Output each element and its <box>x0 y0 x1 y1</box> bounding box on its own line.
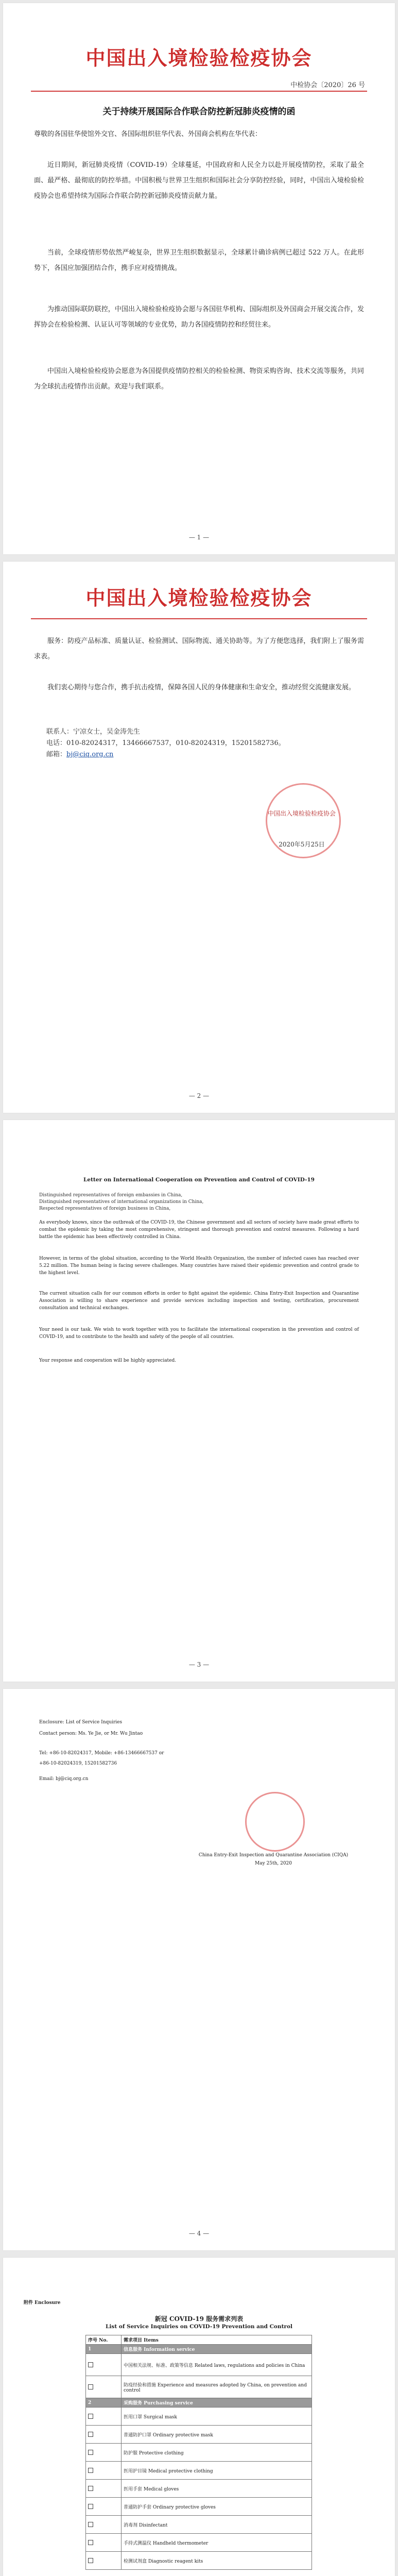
letter-paragraph: 我们衷心期待与您合作，携手抗击疫情，保障各国人民的身体健康和生命安全，推动经贸交流健康发展。 <box>47 684 356 691</box>
letter-paragraph: 服务：防疫产品标准、质量认证、检验测试、国际物流、通关协助等。为了方便您选择，我们附上了服务需求表。 <box>34 637 364 660</box>
recipient-line: Distinguished representatives of international organizations in China, <box>39 1199 204 1205</box>
email-value[interactable]: bj@ciq.org.cn <box>66 751 114 758</box>
section-title: 信息服务 Information service <box>122 2345 312 2354</box>
document-page-5 <box>3 2258 395 2576</box>
english-closing: Your response and cooperation will be highly appreciated. <box>39 1358 177 1363</box>
table-row: 防疫经验和措施 Experience and measures adopted by China, on prevention and control <box>122 2376 312 2398</box>
checkbox-icon[interactable] <box>88 2414 93 2419</box>
english-paragraph: However, in terms of the global situation, according to the World Health Organization, the number of infected cases has reached over 5.22 million. The human being is facing severe challenges. Many countries have raised their epidemic prevention and control grade to the highest level. <box>39 1256 359 1276</box>
table-row: 普通防护手套 Ordinary protective gloves <box>122 2498 312 2516</box>
letter-paragraph: 近日期间，新冠肺炎疫情（COVID-19）全球蔓延，中国政府和人民全力以赴开展疫情防控，采取了最全面、最严格、最彻底的防控举措。中国积极与世界卫生组织和国际社会分享防控经验，同时，中国出入境检验检疫协会也希望持续为国际合作联合防控新冠肺炎疫情贡献力量。 <box>34 161 364 200</box>
row-checkbox[interactable] <box>86 2426 122 2444</box>
letter-title: 关于持续开展国际合作联合防控新冠肺炎疫情的函 <box>102 107 296 117</box>
page-number: — 1 — <box>188 534 210 541</box>
row-checkbox[interactable] <box>86 2376 122 2398</box>
checkbox-icon[interactable] <box>88 2362 93 2367</box>
tel-label: 电话： <box>46 739 67 747</box>
document-page-4 <box>3 1689 395 2250</box>
section-title: 采购服务 Purchasing service <box>122 2398 312 2408</box>
signature-date: May 25th, 2020 <box>254 1861 292 1866</box>
table-title-en: List of Service Inquiries on COVID-19 Prevention and Control <box>106 2324 292 2330</box>
checkbox-icon[interactable] <box>88 2384 93 2389</box>
checkbox-icon[interactable] <box>88 2468 93 2473</box>
row-checkbox[interactable] <box>86 2480 122 2498</box>
english-paragraph: As everybody knows, since the outbreak of the COVID-19, the Chinese government and all sectors of society have made great efforts to combat the epidemic by taking the most comprehensive, stringent and thorough prevention and control measures. Following a hard battle the epidemic has been effectively controlled in China. <box>39 1220 359 1240</box>
table-row: 普通防护口罩 Ordinary protective mask <box>122 2426 312 2444</box>
table-row: 医用护目镜 Medical protective clothing <box>122 2462 312 2480</box>
row-checkbox[interactable] <box>86 2444 122 2462</box>
recipient-line: Distinguished representatives of foreign embassies in China, <box>39 1193 183 1198</box>
checkbox-icon[interactable] <box>88 2522 93 2527</box>
tel-line-2: +86-10-82024319, 15201582736 <box>39 1761 117 1766</box>
recipient-line: Respected representatives of foreign business in China, <box>39 1206 171 1211</box>
table-row: 医用口罩 Surgical mask <box>122 2408 312 2426</box>
checkbox-icon[interactable] <box>88 2558 93 2563</box>
contact-names: 宁凉女士，吴金涛先生 <box>73 728 141 736</box>
checkbox-icon[interactable] <box>88 2486 93 2491</box>
document-page-3 <box>3 1120 395 1682</box>
section-number: 1 <box>86 2345 122 2354</box>
letter-date: 2020年5月25日 <box>279 841 325 848</box>
checkbox-icon[interactable] <box>88 2504 93 2509</box>
enclosure-line: Enclosure: List of Service Inquiries <box>39 1720 123 1725</box>
document-page-1 <box>3 3 395 554</box>
row-checkbox[interactable] <box>86 2498 122 2516</box>
email-label: 邮箱： <box>46 751 67 758</box>
letter-salutation: 尊敬的各国驻华使馆外交官、各国际组织驻华代表、外国商会机构在华代表： <box>34 130 262 138</box>
table-header: 需求项目 Items <box>122 2335 312 2345</box>
table-header: 序号 No. <box>86 2335 122 2345</box>
checkbox-icon[interactable] <box>88 2432 93 2437</box>
org-signature: China Entry-Exit Inspection and Quarantine Association (CIQA) <box>198 1853 349 1858</box>
row-checkbox[interactable] <box>86 2534 122 2552</box>
service-inquiry-table <box>85 2335 312 2570</box>
row-checkbox[interactable] <box>86 2408 122 2426</box>
tel-line: Tel: +86-10-82024317, Mobile: +86-13466667537 or <box>39 1751 164 1756</box>
seal-org-name: 中国出入境检验检疫协会 <box>267 810 336 817</box>
document-page-2 <box>3 562 395 1113</box>
page-number: — 3 — <box>188 1661 210 1668</box>
row-checkbox[interactable] <box>86 2516 122 2534</box>
official-seal-icon <box>245 1792 305 1852</box>
row-checkbox[interactable] <box>86 2552 122 2570</box>
table-row: 中国相关法规、标准、政策等信息 Related laws, regulations and policies in China <box>122 2354 312 2376</box>
tel-values: 010-82024317，13466667537，010-82024319，15201582736。 <box>66 739 285 747</box>
english-letter-title: Letter on International Cooperation on Prevention and Control of COVID-19 <box>83 1177 315 1183</box>
contact-label: 联系人： <box>46 728 74 736</box>
table-row: 防护服 Protective clothing <box>122 2444 312 2462</box>
email-line: Email: bj@ciq.org.cn <box>39 1776 89 1782</box>
enclosure-label: 附件 Enclosure <box>24 2300 61 2306</box>
contact-person-line: Contact person: Ms. Ye Jie, or Mr. Wu Jintao <box>39 1731 143 1736</box>
section-number: 2 <box>86 2398 122 2408</box>
page-number: — 2 — <box>188 1092 210 1099</box>
table-row: 检测试剂盒 Diagnostic reagent kits <box>122 2552 312 2570</box>
english-paragraph: Your need is our task. We wish to work together with you to facilitate the international cooperation in the prevention and control of COVID-19, and to contribute to the health and safety of the people of all countries. <box>39 1327 359 1340</box>
table-row: 医用手套 Medical gloves <box>122 2480 312 2498</box>
letterhead-org-name: 中国出入境检验检疫协会 <box>85 586 313 609</box>
letter-paragraph: 当前，全球疫情形势依然严峻复杂，世界卫生组织数据显示，全球累计确诊病例已超过 522 万人。在此形势下，各国应加强团结合作，携手应对疫情挑战。 <box>34 249 364 272</box>
page-number: — 4 — <box>188 2230 210 2237</box>
document-number: 中检协会〔2020〕26 号 <box>290 81 365 89</box>
letter-paragraph: 为推动国际联防联控，中国出入境检验检疫协会愿与各国驻华机构、国际组织及外国商会开展交流合作，发挥协会在检验检测、认证认可等领域的专业优势，助力各国疫情防控和经贸往来。 <box>34 306 364 329</box>
contact-block <box>46 726 285 760</box>
table-title-cn: 新冠 COVID-19 服务需求列表 <box>154 2315 244 2323</box>
letterhead-red-rule <box>31 618 367 619</box>
checkbox-icon[interactable] <box>88 2540 93 2545</box>
row-checkbox[interactable] <box>86 2354 122 2376</box>
english-paragraph: The current situation calls for our common efforts in order to fight against the epidemic. China Entry-Exit Inspection and Quarantine Association is willing to share experience and provide services including inspection and testing, certification, procurement consultation and technical exchanges. <box>39 1291 359 1311</box>
letterhead-red-rule <box>31 91 367 92</box>
table-row: 消毒剂 Disinfectant <box>122 2516 312 2534</box>
checkbox-icon[interactable] <box>88 2450 93 2455</box>
row-checkbox[interactable] <box>86 2462 122 2480</box>
letterhead-org-name: 中国出入境检验检疫协会 <box>85 46 313 70</box>
table-row: 手持式测温仪 Handheld thermometer <box>122 2534 312 2552</box>
letter-paragraph: 中国出入境检验检疫协会愿意为各国提供疫情防控相关的检验检测、物资采购咨询、技术交流等服务，共同为全球抗击疫情作出贡献。欢迎与我们联系。 <box>34 367 364 391</box>
